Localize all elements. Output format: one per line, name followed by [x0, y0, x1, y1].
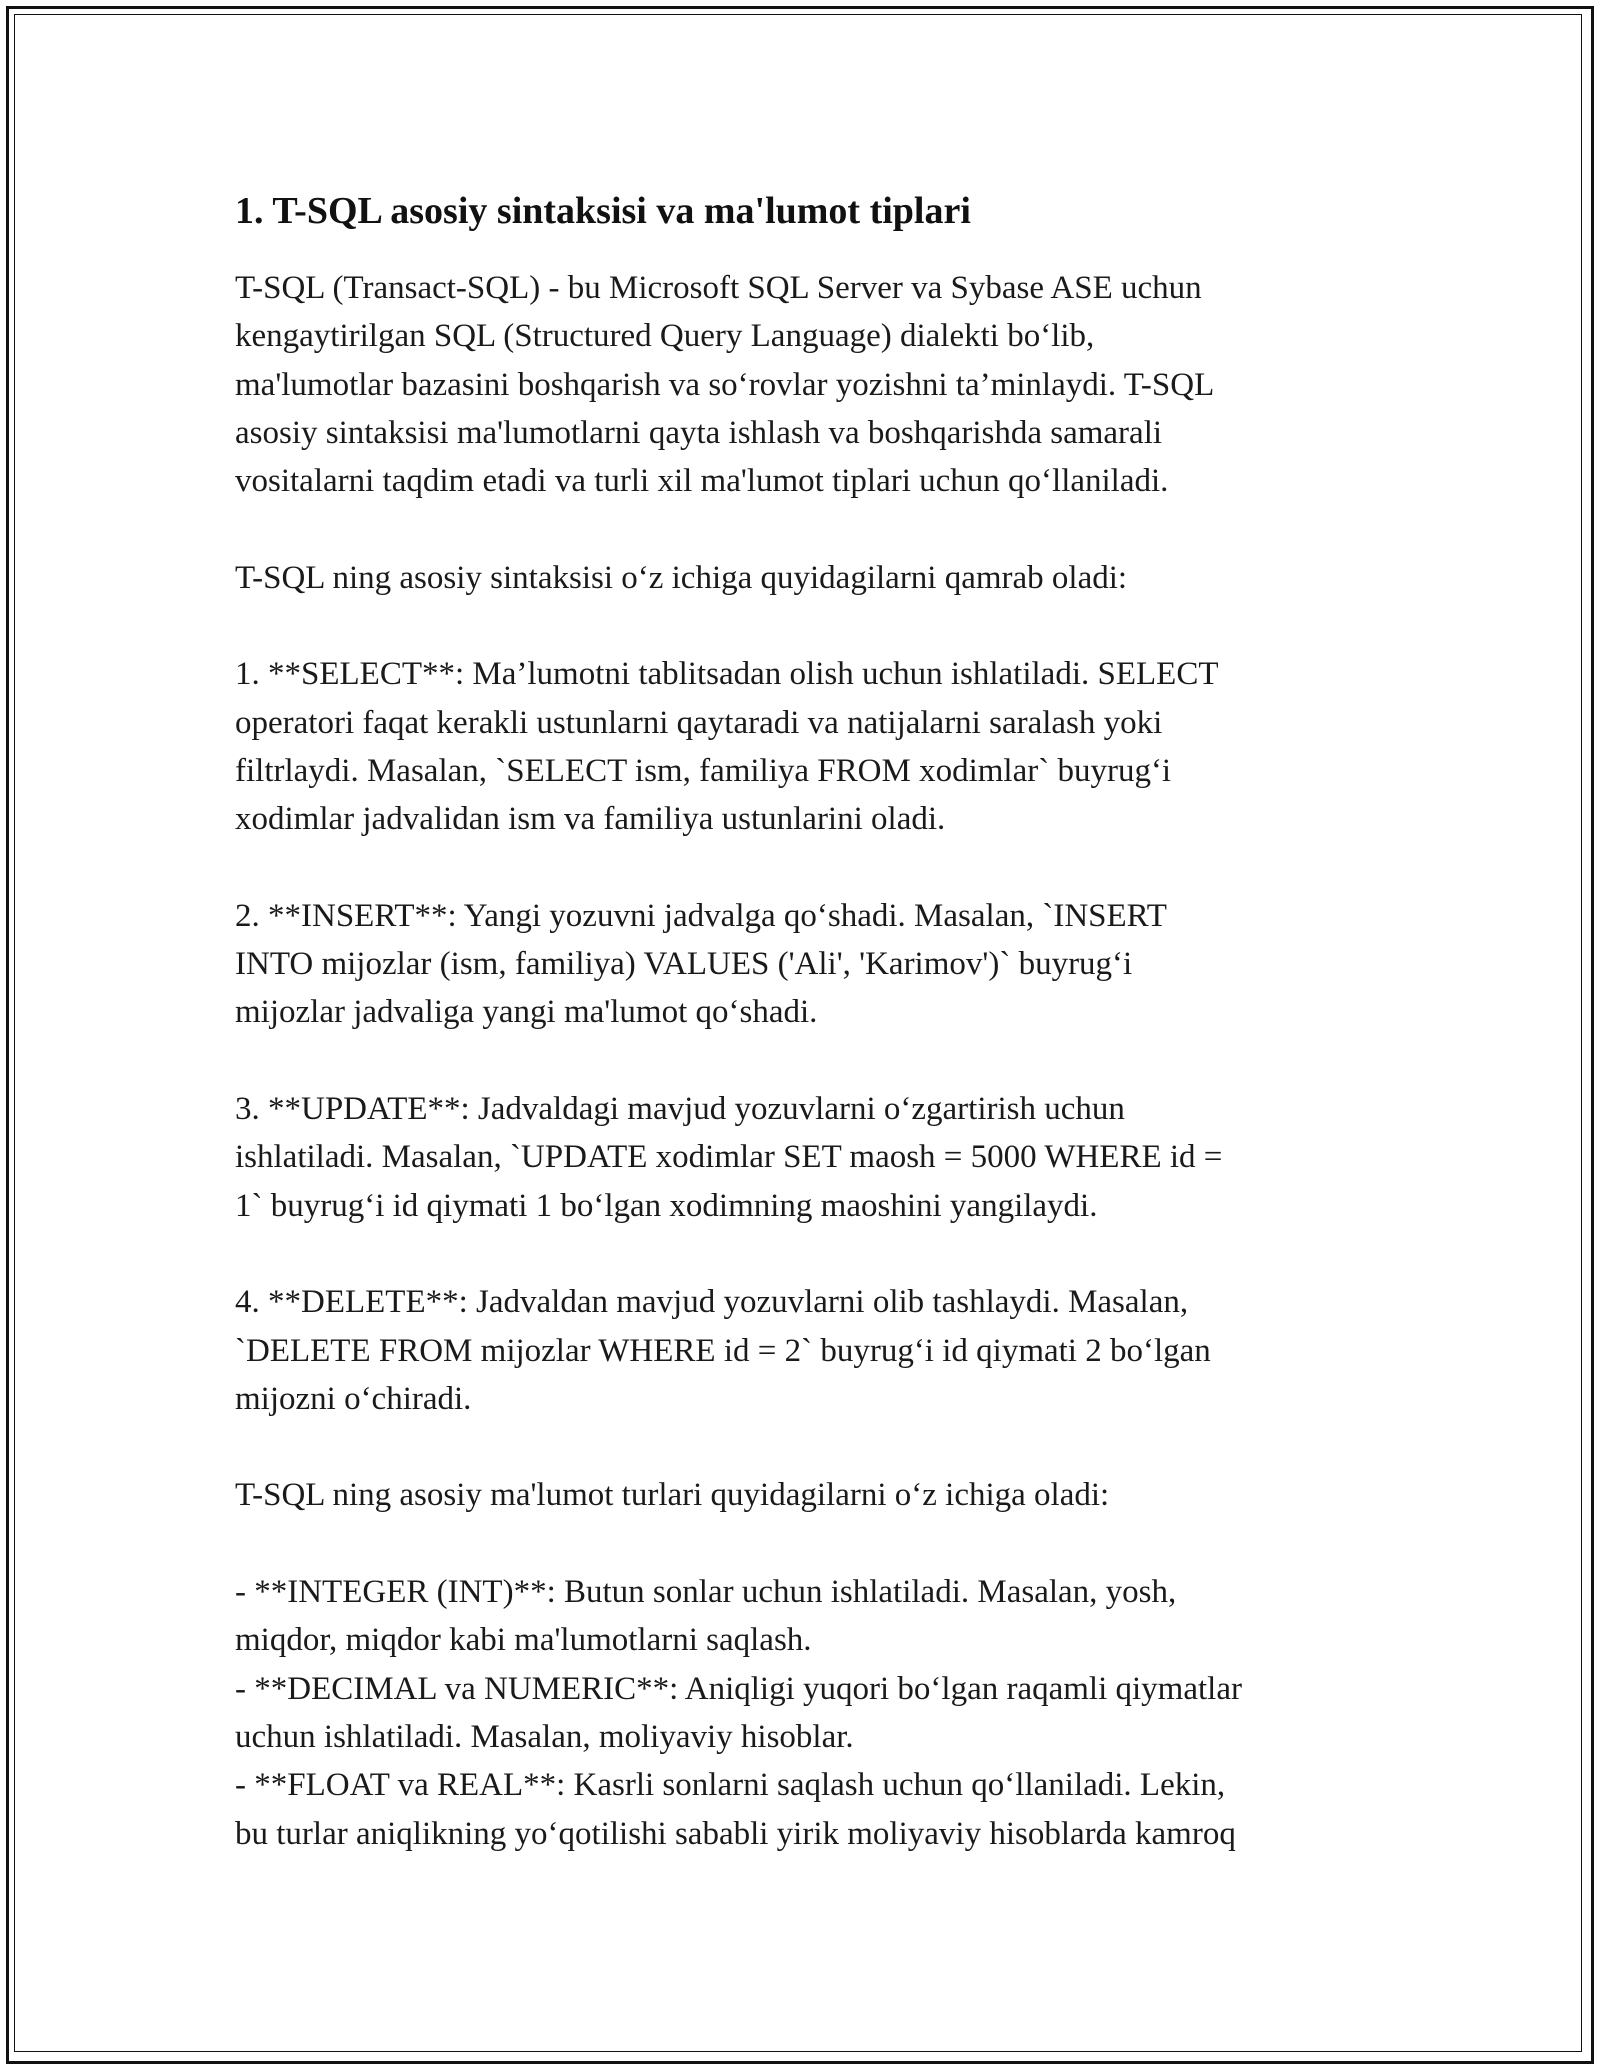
text-line: mijozni o‘chiradi.: [235, 1380, 472, 1417]
paragraph-gap: [235, 1520, 1375, 1568]
text-line: bu turlar aniqlikning yo‘qotilishi sababli yirik moliyaviy hisoblarda kamroq: [235, 1815, 1236, 1852]
paragraph-gap: [235, 505, 1375, 553]
text-line: `DELETE FROM mijozlar WHERE id = 2` buyrug‘i id qiymati 2 bo‘lgan: [235, 1332, 1211, 1369]
paragraph: [235, 1568, 1375, 1858]
text-line: kengaytirilgan SQL (Structured Query Language) dialekti bo‘lib,: [235, 318, 1095, 355]
text-line: 1. **SELECT**: Ma’lumotni tablitsadan olish uchun ishlatiladi. SELECT: [235, 656, 1219, 693]
paragraph-gap: [235, 1230, 1375, 1278]
paragraph: [235, 1471, 1375, 1519]
text-line: T-SQL ning asosiy sintaksisi o‘z ichiga quyidagilarni qamrab oladi:: [235, 559, 1128, 596]
text-line: uchun ishlatiladi. Masalan, moliyaviy hisoblar.: [235, 1718, 854, 1755]
text-line: 2. **INSERT**: Yangi yozuvni jadvalga qo‘shadi. Masalan, `INSERT: [235, 897, 1167, 934]
text-line: INTO mijozlar (ism, familiya) VALUES ('Ali', 'Karimov')` buyrug‘i: [235, 946, 1133, 983]
text-line: 3. **UPDATE**: Jadvaldagi mavjud yozuvlarni o‘zgartirish uchun: [235, 1091, 1125, 1128]
paragraph: [235, 892, 1375, 1037]
text-line: operatori faqat kerakli ustunlarni qaytaradi va natijalarni saralash yoki: [235, 704, 1163, 741]
paragraph: [235, 1085, 1375, 1230]
paragraph-gap: [235, 602, 1375, 650]
text-line: miqdor, miqdor kabi ma'lumotlarni saqlash.: [235, 1622, 812, 1659]
paragraph: [235, 650, 1375, 843]
text-line: asosiy sintaksisi ma'lumotlarni qayta ishlash va boshqarishda samarali: [235, 414, 1163, 451]
document-title: 1. T-SQL asosiy sintaksisi va ma'lumot tiplari: [235, 190, 971, 232]
text-line: filtrlaydi. Masalan, `SELECT ism, familiya FROM xodimlar` buyrug‘i: [235, 752, 1172, 789]
paragraph: [235, 554, 1375, 602]
paragraph-gap: [235, 1423, 1375, 1471]
text-line: vositalarni taqdim etadi va turli xil ma'lumot tiplari uchun qo‘llaniladi.: [235, 463, 1169, 500]
text-line: 1` buyrug‘i id qiymati 1 bo‘lgan xodimning maoshini yangilaydi.: [235, 1187, 1098, 1224]
paragraph-gap: [235, 844, 1375, 892]
text-line: ma'lumotlar bazasini boshqarish va so‘rovlar yozishni ta’minlaydi. T-SQL: [235, 366, 1215, 403]
paragraph: [235, 264, 1375, 505]
text-line: - **INTEGER (INT)**: Butun sonlar uchun ishlatiladi. Masalan, yosh,: [235, 1574, 1177, 1611]
text-line: T-SQL ning asosiy ma'lumot turlari quyidagilarni o‘z ichiga oladi:: [235, 1477, 1110, 1514]
paragraph-list: [235, 264, 1375, 1858]
text-line: ishlatiladi. Masalan, `UPDATE xodimlar SET maosh = 5000 WHERE id =: [235, 1139, 1223, 1176]
text-line: - **FLOAT va REAL**: Kasrli sonlarni saqlash uchun qo‘llaniladi. Lekin,: [235, 1767, 1226, 1804]
text-line: 4. **DELETE**: Jadvaldan mavjud yozuvlarni olib tashlaydi. Masalan,: [235, 1284, 1189, 1321]
paragraph-gap: [235, 1037, 1375, 1085]
text-line: xodimlar jadvalidan ism va familiya ustunlarini oladi.: [235, 801, 946, 838]
document-body: [235, 186, 1375, 1858]
paragraph: [235, 1278, 1375, 1423]
text-line: T-SQL (Transact-SQL) - bu Microsoft SQL Server va Sybase ASE uchun: [235, 270, 1202, 306]
text-line: - **DECIMAL va NUMERIC**: Aniqligi yuqori bo‘lgan raqamli qiymatlar: [235, 1670, 1242, 1707]
text-line: mijozlar jadvaliga yangi ma'lumot qo‘shadi.: [235, 994, 818, 1031]
